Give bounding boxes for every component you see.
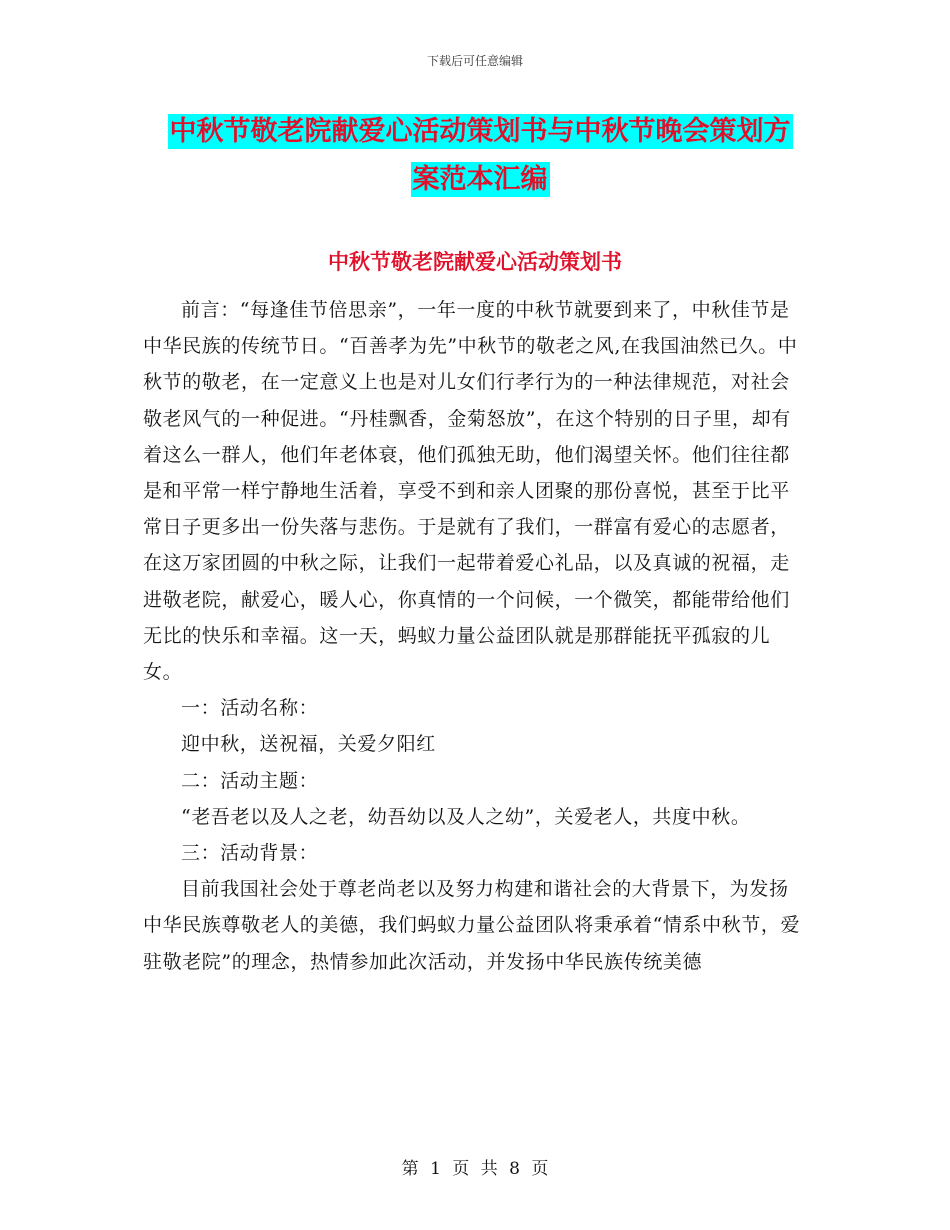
document-title: [130, 108, 830, 204]
header-note: 下载后可任意编辑: [426, 54, 523, 68]
page-footer: 第 1 页 共 8 页: [401, 1159, 549, 1179]
paragraph-preface: 前言：“每逢佳节倍思亲”，一年一度的中秋节就要到来了，中秋佳节是中华民族的传统节日。“百善孝为先”中秋节的敬老之风,在我国油然已久。中秋节的敬老，在一定意义上也是对儿女们行孝行为的一种法律规范，对社会敬老风气的一种促进。“丹桂飘香，金菊怒放”，在这个特别的日子里，却有着这么一群人，他们年老体衰，他们孤独无助，他们渴望关怀。他们往往都是和平常一样宁静地生活着，享受不到和亲人团聚的那份喜悦，甚至于比平常日子更多出一份失落与悲伤。于是就有了我们，一群富有爱心的志愿者，在这万家团圆的中秋之际，让我们一起带着爱心礼品，以及真诚的祝福，走进敬老院，献爱心，暖人心，你真情的一个问候，一个微笑，都能带给他们无比的快乐和幸福。这一天，蚂蚁力量公益团队就是那群能抚平孤寂的儿女。: [143, 299, 798, 684]
paragraph-activity-background: 目前我国社会处于尊老尚老以及努力构建和谐社会的大背景下，为发扬中华民族尊敬老人的美德，我们蚂蚁力量公益团队将秉承着“情系中秋节，爱驻敬老院”的理念，热情参加此次活动，并发扬中华民族传统美德: [143, 878, 801, 973]
heading-activity-theme: 二：活动主题：: [181, 769, 319, 792]
document-body: [143, 292, 808, 980]
heading-activity-name: 一：活动名称：: [181, 697, 319, 720]
title-line-2: 案范本汇编: [412, 164, 548, 195]
heading-activity-background: 三：活动背景：: [181, 842, 319, 865]
title-line-1: 中秋节敬老院献爱心活动策划书与中秋节晚会策划方: [169, 116, 791, 147]
paragraph-activity-name: 迎中秋，送祝福，关爱夕阳红: [181, 733, 436, 756]
section-title: 中秋节敬老院献爱心活动策划书: [328, 250, 622, 274]
paragraph-activity-theme: “老吾老以及人之老，幼吾幼以及人之幼”，关爱老人，共度中秋。: [181, 805, 751, 828]
